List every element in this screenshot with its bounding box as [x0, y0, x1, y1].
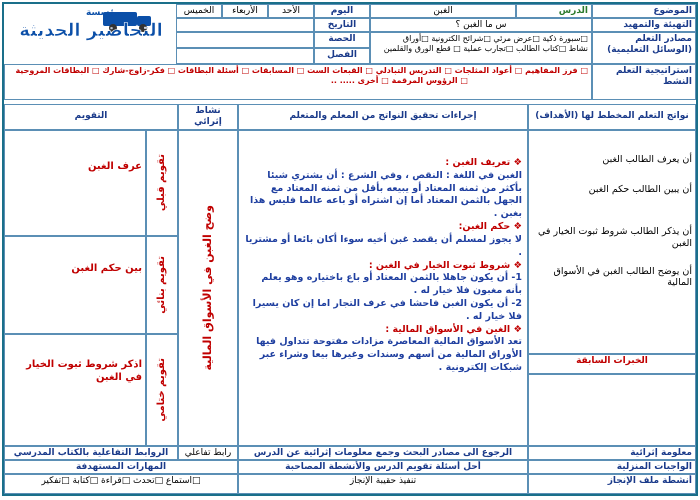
strategies-line2: □ الرؤوس المرقمة □ أخرى ..... .. [330, 76, 468, 85]
activity-header: نشاط إثرائي [178, 104, 238, 130]
procedure-text-3b: 2- أن يكون الغبن فاحشا في عرف التجار اما إن كان يسيرا فلا خيار له . [252, 297, 522, 322]
intro-text: س ما الغبن ؟ [370, 18, 592, 32]
objectives-list [528, 130, 696, 354]
lesson-plan-page [2, 2, 698, 496]
lesson-name: الغبن [370, 4, 516, 18]
resources-label [592, 32, 696, 64]
day-label: اليوم [314, 4, 370, 18]
procedures-header: إجراءات تحقيق النواتج من المعلم والمتعلم [238, 104, 528, 130]
day-thursday: الخميس [176, 4, 222, 18]
skills-label: المهارات المستهدفة [4, 460, 238, 474]
activity-text: وضح الغبن في الأسواق المالية [201, 205, 215, 371]
eval-text-3: اذكر شروط ثبوت الخيار في الغبن [4, 334, 146, 446]
logo [6, 6, 176, 42]
day-wednesday: الأربعاء [222, 4, 268, 18]
homework-text: أحل أسئلة تقويم الدرس والأنشطة المصاحبة [238, 460, 528, 474]
eval-type-1: تقويم قبلي [155, 154, 167, 212]
procedure-heading-1: تعريف الغبن : [445, 157, 511, 168]
date-value[interactable] [176, 18, 314, 32]
procedure-heading-4: الغبن في الأسواق المالية : [385, 323, 511, 335]
procedure-text-1: الغبن في اللغة : النقص ، وفي الشرع : أن يشتري شيئا بأكثر من ثمنه المعتاد أو يبيعه بأقل من ثمنه المعتاد مع الجهل بالثمن المعتاد أما إن اشتراه أو باعه عالما فليس هذا بغبن . [249, 169, 522, 220]
period-label: الحصة [314, 32, 370, 48]
activity-cell [178, 130, 238, 446]
eval-text-2: بين حكم الغبن [4, 236, 146, 334]
procedure-heading-2: حكم الغبن: [458, 221, 511, 233]
homework-label: الواجبات المنزلية [528, 460, 696, 474]
logo-name: التحاضير الحديثة [19, 20, 163, 41]
logo-tag: مؤسسة [86, 8, 121, 18]
enrich-text: الرجوع الى مصادر البحث وجمع معلومات إثرائية عن الدرس [238, 446, 528, 460]
skills-list: □استماع □تحدث □قراءة □كتابة □تفكير [4, 474, 238, 494]
prior-experiences-label: الخبرات السابقة [528, 354, 696, 374]
procedures-content: ❖ تعريف الغبن : الغبن في اللغة : النقص ، وفي الشرع : أن يشتري شيئا بأكثر من ثمنه المعتاد أو يبيعه بأقل من ثمنه المعتاد مع الجهل بالثمن المعتاد أما إن اشتراه أو باعه عالما فليس هذا بغبن . ❖ حكم الغبن: لا يجوز لمسلم أن يقصد غبن أخيه سوءا أكان بائعا أو مشتريا . ❖ شروط ثبوت الخيار في الغبن : 1- أن يكون جاهلا بالثمن المعتاد أو باع باختياره وهو يعلم بأنه مغبون فلا خيار له . 2- أن يكون الغبن فاحشا في عرف التجار اما إن كان يسيرا فلا خيار له . ❖ الغبن في الأسواق المالية : تعد الأسواق المالية المعاصرة مزادات مفتوحة تتداول فيها الأوراق المالية من أسهم وسندات وغيرها بيعا وشراء عبر شبكات إلكترونية . [238, 130, 528, 446]
objective-3: أن يذكر الطالب شروط ثبوت الخيار في الغبن [538, 225, 692, 249]
eval-text-1: عرف الغبن [4, 130, 146, 236]
lesson-label: الدرس [516, 4, 592, 18]
objective-1: أن يعرف الطالب الغبن [602, 154, 692, 165]
strategies-line1: □ فرز المفاهيم □ أعواد المثلجات □ التدريس التبادلي □ القبعات الست □ المسابقات □ أسئلة البطاقات □ فكر-زاوج-شارك □ البطاقات المروحية [15, 66, 588, 75]
period-value[interactable] [176, 32, 314, 48]
procedure-text-4: تعد الأسواق المالية المعاصرة مزادات مفتوحة تتداول فيها الأوراق المالية من أسهم وسندات وغيرها بيعا وشراء عبر شبكات إلكترونية . [256, 336, 522, 373]
class-label: الفصل [314, 48, 370, 64]
link-label: رابط تفاعلي [178, 446, 238, 460]
intro-label: التهيئة والتمهيد [592, 18, 696, 32]
objective-2: أن يبين الطالب حكم الغبن [588, 183, 692, 195]
procedure-text-2: لا يجوز لمسلم أن يقصد غبن أخيه سوءا أكان بائعا أو مشتريا . [245, 233, 522, 258]
prior-experiences-value [528, 374, 696, 446]
strategies-label: استراتيجية التعلم النشط [592, 64, 696, 100]
resources-subtitle: (الوسائل التعليمية) [607, 45, 692, 56]
resources-items-line1: □سبورة ذكية □عرض مرئي □شرائح الكترونية □أوراق [402, 34, 588, 43]
eval-type-1-cell [146, 130, 178, 236]
enrich-label: معلومة إثرائية [528, 446, 696, 460]
eval-type-3: تقويم ختامي [155, 358, 167, 422]
eval-type-2-cell [146, 236, 178, 334]
strategies-list [4, 64, 592, 100]
portfolio-text: تنفيذ حقيبة الإنجاز [238, 474, 528, 494]
resources-items-line2: نشاط □كتاب الطالب □تجارب عملية □ قطع الورق والقلمين [383, 44, 588, 53]
objectives-header: نواتج التعلم المخطط لها (الأهداف) [528, 104, 696, 130]
link-text[interactable]: الروابط التفاعلية بالكتاب المدرسي [4, 446, 178, 460]
resources-title: مصادر التعلم [635, 34, 692, 44]
eval-type-2: تقويم بنائي [155, 256, 167, 314]
eval-type-3-cell [146, 334, 178, 446]
subject-label: الموضوع [592, 4, 696, 18]
procedure-text-3a: 1- أن يكون جاهلا بالثمن المعتاد أو باع باختياره وهو يعلم بأنه مغبون فلا خيار له . [261, 272, 522, 297]
class-value[interactable] [176, 48, 314, 64]
procedure-heading-3: شروط ثبوت الخيار في الغبن : [368, 259, 511, 271]
resources-list [370, 32, 592, 64]
date-label: التاريخ [314, 18, 370, 32]
portfolio-label: أنشطة ملف الإنجاز [528, 474, 696, 494]
objective-4: أن يوضح الطالب الغبن في الأسواق المالية [553, 265, 692, 289]
day-sunday: الأحد [268, 4, 314, 18]
evaluation-header: التقويم [4, 104, 178, 130]
